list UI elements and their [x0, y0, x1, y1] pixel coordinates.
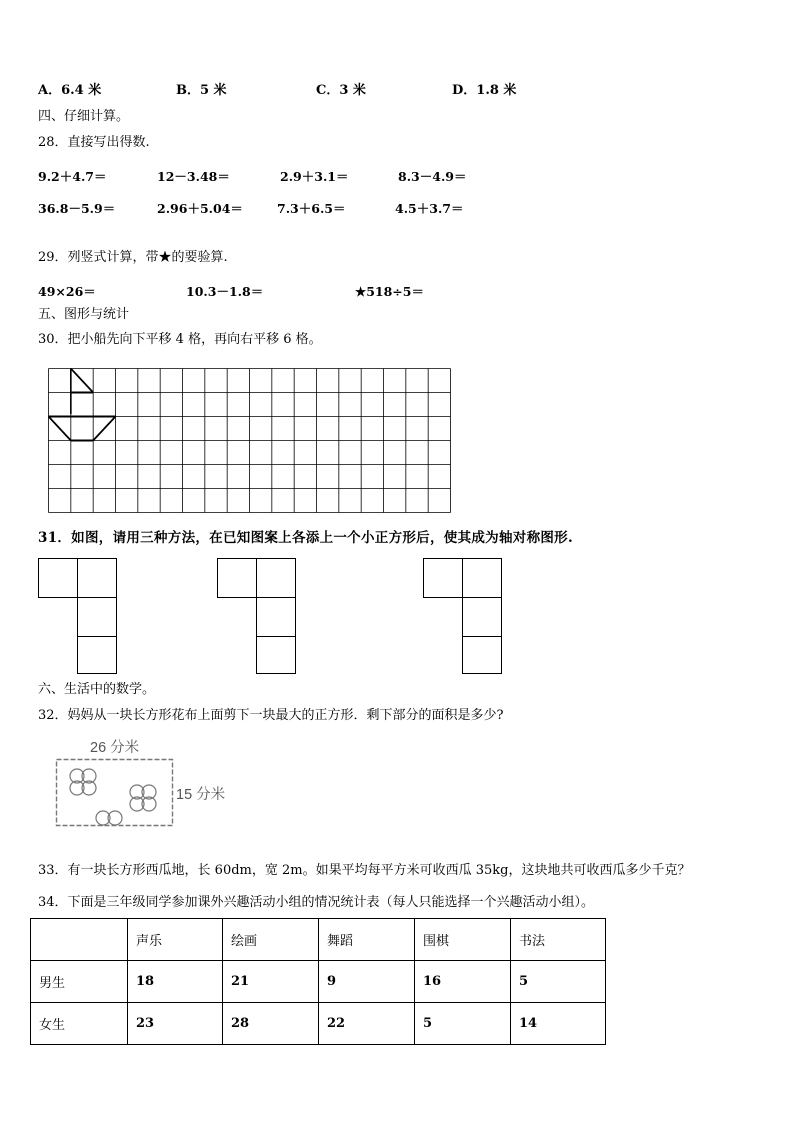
square	[462, 558, 502, 598]
table-header-cell: 书法	[511, 919, 606, 961]
square	[217, 558, 257, 598]
square	[77, 558, 117, 598]
q28-item: 12－3.48＝	[157, 169, 230, 184]
width-label: 15 分米	[176, 787, 226, 803]
square	[77, 597, 117, 637]
table-cell: 18	[128, 961, 223, 1003]
q28-item: 4.5＋3.7＝	[395, 201, 464, 216]
q30-title: 30．把小船先向下平移 4 格，再向右平移 6 格。	[38, 332, 322, 347]
table-cell: 9	[319, 961, 415, 1003]
table-header-cell: 围棋	[415, 919, 511, 961]
square	[256, 597, 296, 637]
q28-item: 8.3－4.9＝	[398, 169, 467, 184]
square	[423, 558, 463, 598]
q28-item: 9.2＋4.7＝	[38, 169, 107, 184]
square	[462, 597, 502, 637]
table-cell: 21	[223, 961, 319, 1003]
square	[77, 636, 117, 674]
q28-item: 2.9＋3.1＝	[280, 169, 349, 184]
q31-title: 31．如图，请用三种方法，在已知图案上各添上一个小正方形后，使其成为轴对称图形.	[38, 530, 573, 546]
option-c: C．3 米	[316, 83, 366, 98]
table-header-row	[31, 919, 606, 961]
row-label: 女生	[31, 1003, 128, 1045]
option-d: D．1.8 米	[452, 83, 517, 98]
table-cell: 14	[511, 1003, 606, 1045]
q28-item: 7.3＋6.5＝	[277, 201, 346, 216]
table-row	[31, 1003, 606, 1045]
table-cell: 5	[511, 961, 606, 1003]
table-cell: 22	[319, 1003, 415, 1045]
q28-title: 28．直接写出得数.	[38, 135, 150, 150]
row-label: 男生	[31, 961, 128, 1003]
section-heading-5: 五、图形与统计	[38, 307, 130, 322]
table-header-cell	[31, 919, 128, 961]
q28-item: 36.8－5.9＝	[38, 201, 116, 216]
q33-title: 33．有一块长方形西瓜地，长 60dm，宽 2m。如果平均每平方米可收西瓜 35kg，这块地共可收西瓜多少千克？	[38, 863, 691, 878]
fabric-diagram	[55, 758, 175, 828]
square	[256, 558, 296, 598]
boat-sail-edge	[71, 369, 93, 393]
q29-title: 29．列竖式计算，带★的要验算.	[38, 250, 228, 265]
boat-grid	[48, 368, 451, 514]
square	[38, 558, 78, 598]
flower-icon	[70, 769, 96, 795]
q29-item: 49×26＝	[38, 284, 96, 299]
square	[256, 636, 296, 674]
q28-item: 2.96＋5.04＝	[157, 201, 243, 216]
table-row	[31, 961, 606, 1003]
q32-title: 32．妈妈从一块长方形花布上面剪下一块最大的正方形．剩下部分的面积是多少?	[38, 708, 504, 723]
table-cell: 23	[128, 1003, 223, 1045]
table-header-cell: 绘画	[223, 919, 319, 961]
option-a: A．6.4 米	[38, 83, 102, 98]
section-heading-4: 四、仔细计算。	[38, 109, 130, 124]
boat-hull-right	[93, 417, 115, 441]
section-heading-6: 六、生活中的数学。	[38, 682, 156, 697]
square	[462, 636, 502, 674]
flower-icon	[96, 811, 122, 825]
option-b: B．5 米	[176, 83, 227, 98]
table-cell: 16	[415, 961, 511, 1003]
table-cell: 5	[415, 1003, 511, 1045]
flower-icon	[130, 785, 156, 811]
boat-shape	[49, 369, 116, 441]
stats-table	[30, 918, 606, 1045]
table-header-cell: 舞蹈	[319, 919, 415, 961]
q29-item: 10.3－1.8＝	[186, 284, 264, 299]
q29-item: ★518÷5＝	[355, 284, 424, 299]
length-label: 26 分米	[90, 740, 140, 756]
table-header-cell: 声乐	[128, 919, 223, 961]
boat-hull-left	[49, 417, 71, 441]
q34-title: 34．下面是三年级同学参加课外兴趣活动小组的情况统计表（每人只能选择一个兴趣活动小组）。	[38, 895, 595, 910]
table-cell: 28	[223, 1003, 319, 1045]
